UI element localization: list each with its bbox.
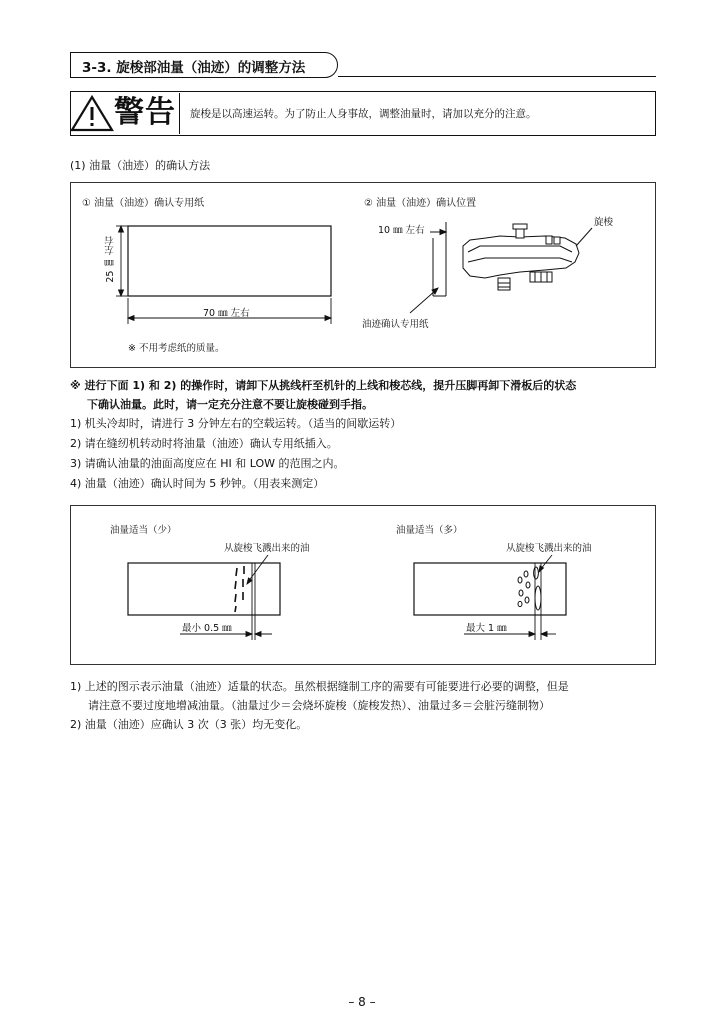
figure-2-left-title: 油量适当（少） [110,525,177,536]
procedure-step: 4) 油量（油迹）确认时间为 5 秒钟。（用表来测定） [70,477,325,490]
paper-note: ※ 不用考虑纸的质量。 [128,343,225,354]
figure-2-left-dim: 最小 0.5 ㎜ [182,623,232,634]
note-line-3: 2) 油量（油迹）应确认 3 次（3 张）均无变化。 [70,718,308,731]
width-label: 70 ㎜ 左右 [203,308,250,319]
figure-2-right-title: 油量适当（多） [396,525,463,536]
procedure-note-line-2: 下确认油量。此时，请一定充分注意不要让旋梭碰到手指。 [87,398,373,411]
note-line-1: 1) 上述的图示表示油量（油迹）适量的状态。虽然根据缝制工序的需要有可能要进行必要的调整，但是 [70,680,569,693]
warning-label: 警告 [114,95,176,130]
page-number: – 8 – [348,995,376,1009]
section-rule [338,76,656,77]
figure-1-left-title: ① 油量（油迹）确认专用纸 [82,198,205,209]
offset-label: 10 ㎜ 左右 [378,225,425,236]
warning-text: 旋梭是以高速运转。为了防止人身事故，调整油量时，请加以充分的注意。 [190,108,537,120]
hook-label: 旋梭 [594,217,614,228]
note-line-2: 请注意不要过度地增减油量。（油量过少＝会烧坏旋梭（旋梭发热）、油量过多＝会脏污缝制物） [88,699,550,712]
height-label: 25 ㎜ 左右 [105,236,116,283]
section-title: 3-3. 旋梭部油量（油迹）的调整方法 [82,60,306,76]
figure-2-left-callout: 从旋梭飞溅出来的油 [224,543,310,554]
subheading: (1) 油量（油迹）的确认方法 [70,159,211,172]
figure-2-right-callout: 从旋梭飞溅出来的油 [506,543,592,554]
procedure-step: 2) 请在缝纫机转动时将油量（油迹）确认专用纸插入。 [70,437,338,450]
procedure-step: 1) 机头冷却时，请进行 3 分钟左右的空载运转。（适当的间歇运转） [70,417,402,430]
procedure-note-line-1: ※ 进行下面 1) 和 2) 的操作时，请卸下从挑线杆至机针的上线和梭芯线，提升压脚再卸下滑板后的状态 [70,379,577,392]
paper-label: 油迹确认专用纸 [362,319,429,330]
figure-2-right-dim: 最大 1 ㎜ [466,623,507,634]
procedure-step: 3) 请确认油量的油面高度应在 HI 和 LOW 的范围之内。 [70,457,345,470]
figure-1-right-title: ② 油量（油迹）确认位置 [364,198,477,209]
